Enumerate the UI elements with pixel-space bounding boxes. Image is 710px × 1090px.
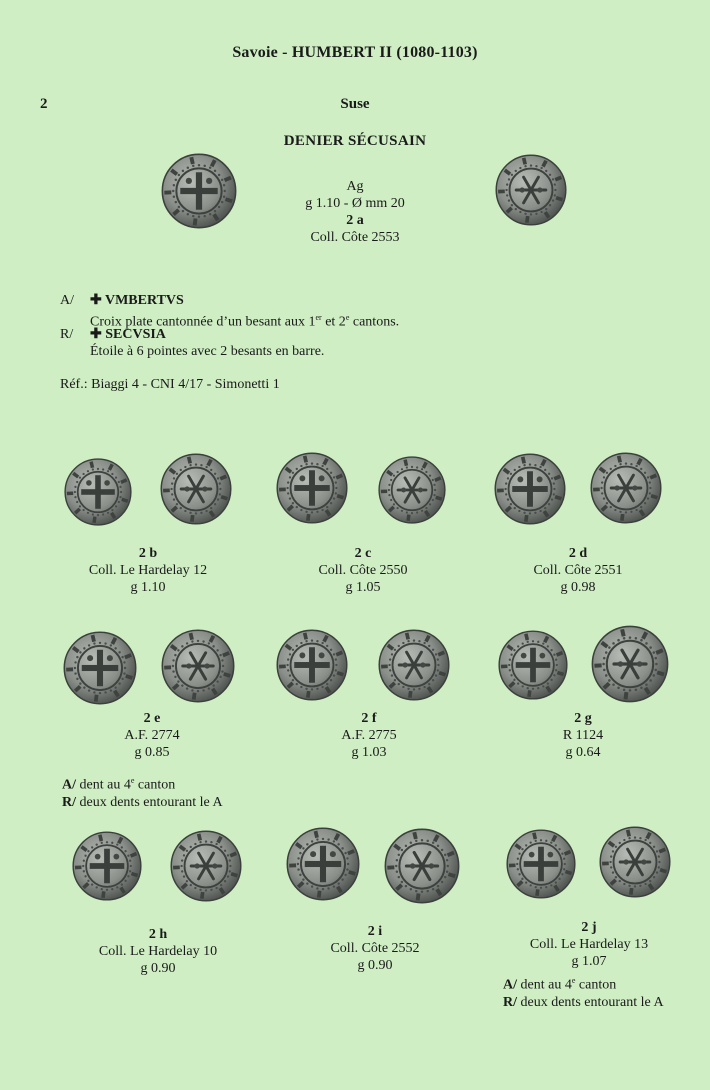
- coin-type-title: DENIER SÉCUSAIN: [283, 133, 427, 149]
- reverse-legend: ✚ SECVSIA: [90, 327, 166, 342]
- coin-reverse-2f: [377, 628, 451, 702]
- coin-icon: [162, 630, 233, 701]
- coin-reverse-2a: [494, 153, 568, 227]
- coin-collection: Coll. Côte 2553: [310, 230, 400, 245]
- page-number: 2: [40, 96, 48, 112]
- variant-collection: R 1124: [562, 728, 604, 743]
- reference-line: Réf.: Biaggi 4 - CNI 4/17 - Simonetti 1: [60, 377, 280, 392]
- coin-icon: [162, 154, 235, 227]
- caption-2f: [269, 710, 469, 761]
- coin-obverse-2d: [493, 451, 567, 527]
- coin-obverse-2h: [70, 830, 144, 902]
- variant-weight: g 0.90: [357, 958, 393, 973]
- coin-icon: [591, 453, 661, 523]
- variant-id: 2 c: [354, 546, 372, 561]
- obverse-label: A/: [60, 293, 74, 308]
- reverse-description: [60, 326, 324, 360]
- caption-2h: [58, 926, 258, 977]
- coin-weight-diameter: g 1.10 - Ø mm 20: [305, 196, 405, 211]
- variant-collection: Coll. Côte 2550: [318, 563, 408, 578]
- reverse-label: R/: [60, 327, 74, 342]
- coin-obverse-2i: [284, 826, 362, 902]
- coin-obverse-2a: [160, 152, 238, 230]
- variant-weight: g 0.90: [140, 961, 176, 976]
- coin-icon: [73, 832, 141, 900]
- coin-icon: [507, 830, 575, 898]
- reverse-text: Étoile à 6 pointes avec 2 besants en barre.: [90, 344, 325, 359]
- coin-reverse-2h: [169, 828, 243, 904]
- caption-2b: [48, 545, 248, 596]
- coin-id: 2 a: [346, 213, 364, 228]
- obverse-text: Croix plate cantonnée d’un besant aux 1er et 2e cantons.: [90, 313, 400, 330]
- coin-icon: [65, 459, 131, 525]
- variant-collection: Coll. Le Hardelay 10: [98, 944, 218, 959]
- coin-icon: [171, 831, 241, 901]
- caption-2j: [489, 919, 689, 970]
- coin-icon: [600, 827, 670, 897]
- variant-weight: g 1.03: [351, 745, 387, 760]
- coin-icon: [379, 630, 449, 700]
- variant-id: 2 j: [581, 920, 597, 935]
- variant-collection: Coll. Côte 2551: [533, 563, 623, 578]
- coin-icon: [379, 457, 445, 523]
- caption-2e: [52, 710, 252, 761]
- variant-weight: g 0.64: [565, 745, 601, 760]
- obverse-description: [60, 292, 399, 331]
- note-2j: A/ dent au 4e canton R/ deux dents entourant le A: [503, 976, 664, 1010]
- coin-icon: [592, 626, 667, 701]
- coin-icon: [287, 828, 358, 899]
- variant-id: 2 e: [143, 711, 161, 726]
- coin-reverse-2i: [383, 825, 461, 907]
- coin-obverse-2c: [275, 451, 349, 525]
- coin-obverse-2e: [62, 630, 138, 706]
- coin-icon: [277, 630, 347, 700]
- caption-2d: [478, 545, 678, 596]
- note-2e: A/ dent au 4e canton R/ deux dents entourant le A: [62, 776, 223, 810]
- coin-obverse-2f: [274, 628, 350, 702]
- coin-icon: [277, 453, 347, 523]
- variant-collection: Coll. Le Hardelay 12: [88, 563, 208, 578]
- caption-2g: [483, 710, 683, 761]
- variant-weight: g 0.85: [134, 745, 170, 760]
- coin-reverse-2e: [160, 628, 236, 704]
- coin-icon: [499, 631, 567, 699]
- variant-collection: Coll. Le Hardelay 13: [529, 937, 649, 952]
- variant-id: 2 i: [367, 924, 383, 939]
- caption-2c: [263, 545, 463, 596]
- section-title: Suse: [340, 96, 370, 112]
- coin-obverse-2j: [503, 828, 579, 900]
- variant-id: 2 h: [148, 927, 168, 942]
- variant-id: 2 d: [568, 546, 588, 561]
- coin-reverse-2d: [588, 451, 664, 525]
- caption-2i: [275, 923, 475, 974]
- variant-collection: A.F. 2774: [124, 728, 180, 743]
- variant-weight: g 1.07: [571, 954, 607, 969]
- coin-icon: [64, 632, 135, 703]
- variant-weight: g 1.10: [130, 580, 166, 595]
- variant-id: 2 b: [138, 546, 158, 561]
- page-header: Savoie - HUMBERT II (1080-1103): [232, 44, 478, 61]
- variant-id: 2 f: [361, 711, 377, 726]
- obverse-legend: ✚ VMBERTVS: [90, 293, 184, 308]
- coin-reverse-2g: [590, 623, 670, 705]
- coin-metal: Ag: [346, 179, 364, 194]
- coin-icon: [496, 155, 566, 225]
- variant-collection: Coll. Côte 2552: [330, 941, 420, 956]
- variant-collection: A.F. 2775: [341, 728, 397, 743]
- coin-obverse-2g: [497, 627, 569, 703]
- coin-icon: [385, 829, 458, 902]
- variant-id: 2 g: [574, 711, 592, 726]
- coin-reverse-2b: [159, 452, 233, 526]
- coin-reverse-2c: [376, 455, 448, 525]
- main-coin-meta: [255, 178, 455, 246]
- coin-icon: [161, 454, 231, 524]
- coin-reverse-2j: [598, 825, 672, 899]
- variant-weight: g 1.05: [345, 580, 381, 595]
- coin-icon: [495, 454, 565, 524]
- coin-obverse-2b: [60, 457, 136, 527]
- variant-weight: g 0.98: [560, 580, 596, 595]
